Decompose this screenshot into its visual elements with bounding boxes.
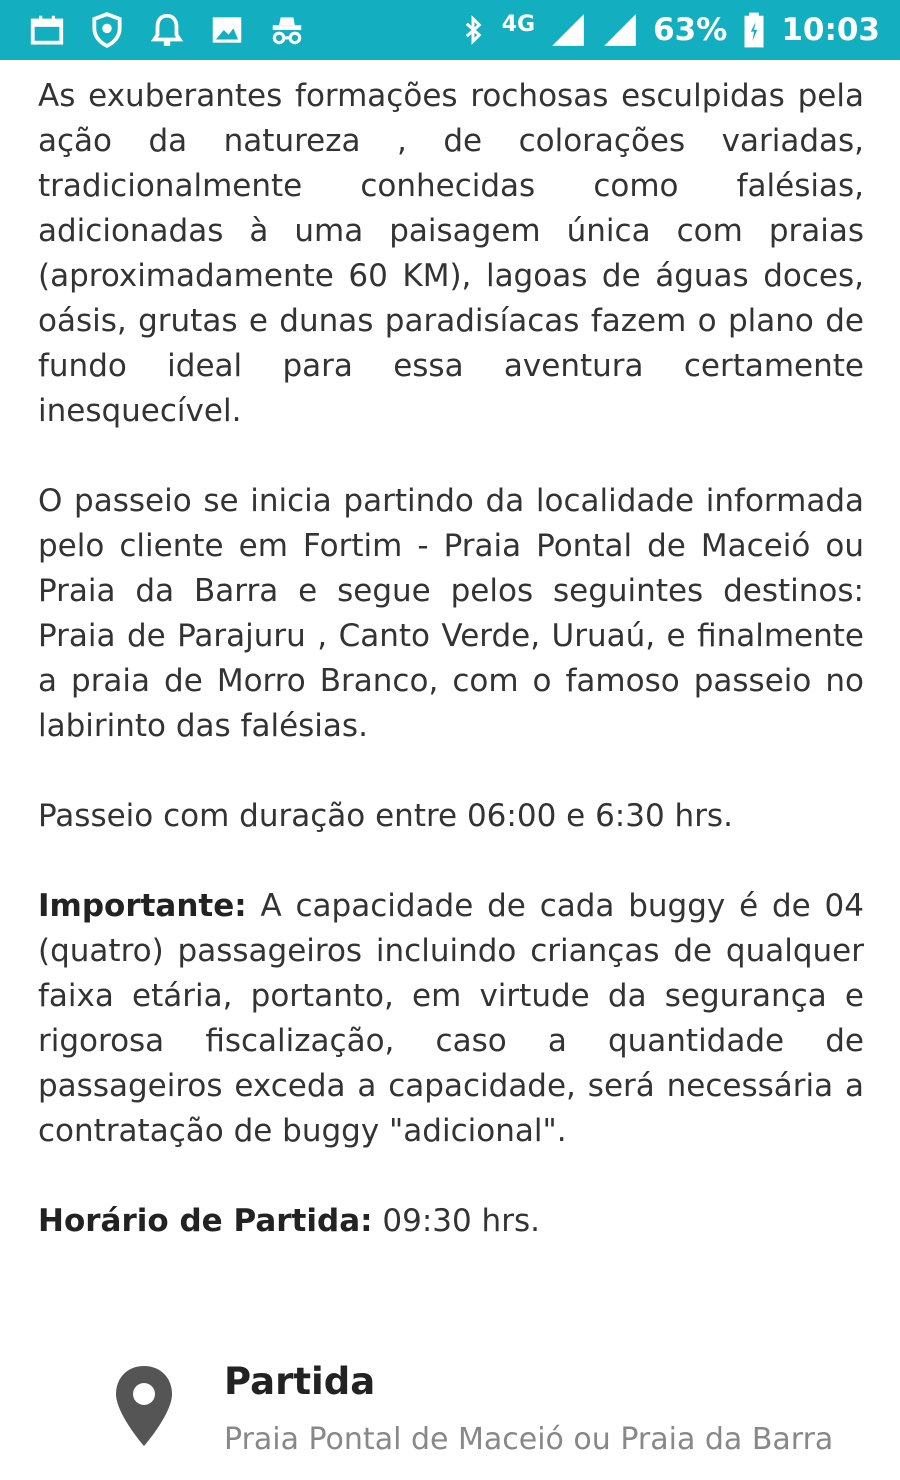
paragraph-text: A capacidade de cada buggy é de 04 (quatro) passageiros incluindo crianças de qualquer faixa etária, portanto, em virtude da segurança e rigorosa fiscalização, caso a quantidade de passageiros exceda a capacidade, será necessária a contratação de buggy "adicional". bbox=[38, 888, 864, 1149]
paragraph-text: O passeio se inicia partindo da localidade informada pelo cliente em Fortim - Praia Pontal de Maceió ou Praia da Barra e segue pelos seguintes destinos: Praia de Parajuru , Canto Verde, Uruaú, e finalmente a praia de Morro Branco, com o famoso passeio no labirinto das falésias. bbox=[38, 483, 864, 744]
paragraph-duration bbox=[38, 794, 864, 839]
incognito-icon bbox=[268, 11, 306, 49]
bell-icon bbox=[148, 11, 186, 49]
tour-description bbox=[38, 74, 864, 1289]
shield-icon bbox=[88, 11, 126, 49]
paragraph-intro bbox=[38, 74, 864, 434]
battery-percent: 63% bbox=[653, 12, 728, 48]
departure-location[interactable] bbox=[0, 1350, 900, 1480]
battery-icon bbox=[741, 11, 767, 49]
important-label: Importante: bbox=[38, 888, 247, 924]
status-bar bbox=[0, 0, 900, 60]
image-icon bbox=[208, 11, 246, 49]
bluetooth-icon bbox=[458, 11, 488, 49]
paragraph-departure-time bbox=[38, 1199, 864, 1244]
clock: 10:03 bbox=[781, 12, 880, 48]
paragraph-text: As exuberantes formações rochosas esculpidas pela ação da natureza , de colorações variadas, tradicionalmente conhecidas como falésias, adicionadas à uma paisagem única com praias (aproximadamente 60 KM), lagoas de águas doces, oásis, grutas e dunas paradisíacas fazem o plano de fundo ideal para essa aventura certamente inesquecível. bbox=[38, 78, 864, 429]
paragraph-itinerary bbox=[38, 479, 864, 749]
departure-title: Partida bbox=[224, 1360, 376, 1403]
paragraph-important bbox=[38, 884, 864, 1154]
departure-subtitle: Praia Pontal de Maceió ou Praia da Barra bbox=[224, 1422, 834, 1457]
signal-icon bbox=[601, 11, 639, 49]
location-pin-icon bbox=[112, 1364, 176, 1448]
network-type: 4G bbox=[501, 11, 536, 37]
departure-time-label: Horário de Partida: bbox=[38, 1203, 373, 1239]
departure-time-value: 09:30 hrs. bbox=[372, 1203, 540, 1239]
signal-icon bbox=[549, 11, 587, 49]
paragraph-text: Passeio com duração entre 06:00 e 6:30 hrs. bbox=[38, 798, 733, 834]
calendar-icon bbox=[28, 11, 66, 49]
